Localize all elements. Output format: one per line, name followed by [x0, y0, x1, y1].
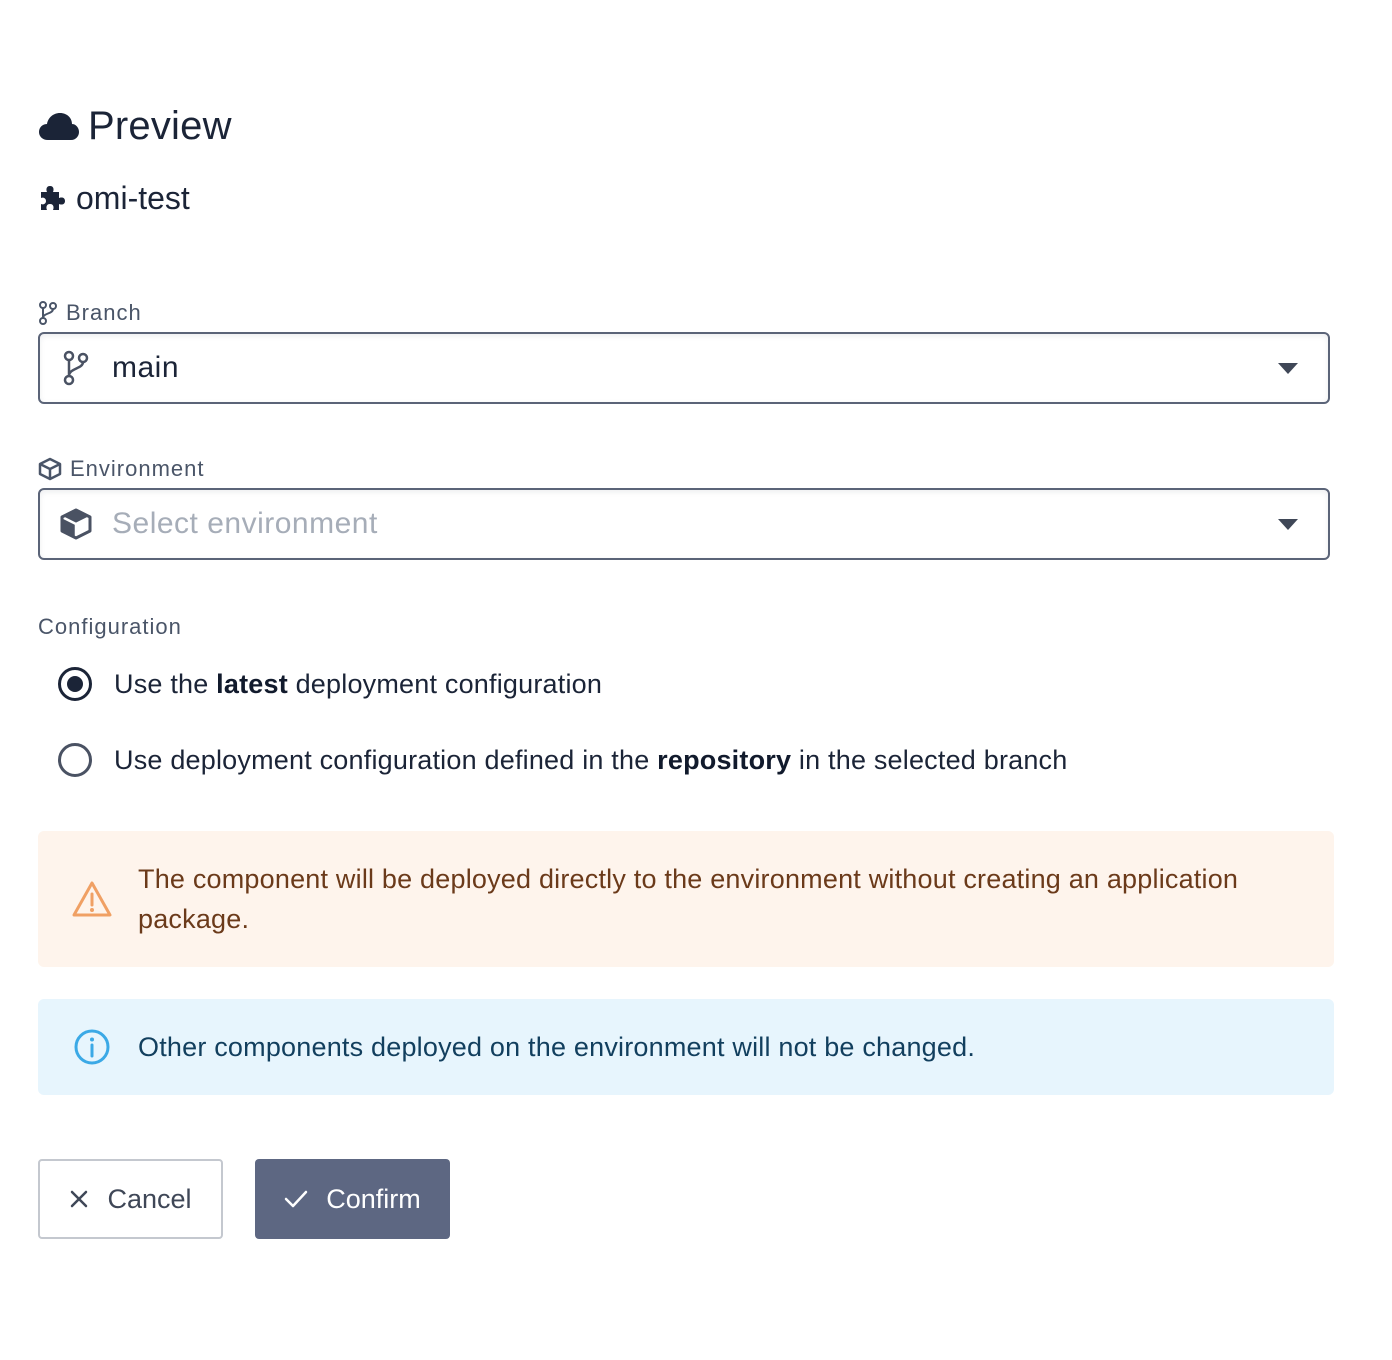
cloud-icon: [38, 111, 80, 141]
chevron-down-icon[interactable]: [1278, 363, 1298, 374]
configuration-label: Configuration: [38, 614, 182, 639]
environment-label-text: Environment: [70, 456, 205, 481]
check-icon: [284, 1189, 308, 1209]
branch-label: [38, 300, 142, 326]
chevron-down-icon[interactable]: [1278, 519, 1298, 530]
component-name: omi-test: [76, 179, 190, 216]
confirm-button[interactable]: [255, 1159, 450, 1239]
page-title: Preview: [88, 103, 232, 148]
cube-icon: [38, 457, 62, 481]
config-option-repository-label: Use deployment configuration defined in the repository in the selected branch: [114, 744, 1068, 775]
config-option-latest[interactable]: [58, 667, 602, 701]
component-name-row: [38, 176, 190, 220]
warning-alert: [38, 831, 1334, 967]
confirm-button-label: Confirm: [326, 1183, 421, 1214]
close-icon: [69, 1189, 89, 1209]
radio-repository[interactable]: [58, 743, 92, 777]
git-branch-icon: [56, 348, 96, 388]
warning-alert-text: The component will be deployed directly to the environment without creating an application package.: [138, 864, 1239, 934]
puzzle-icon: [38, 183, 70, 213]
page-title-row: [38, 100, 232, 152]
info-alert-text: Other components deployed on the environment will not be changed.: [138, 1032, 976, 1062]
branch-select-value: main: [112, 351, 180, 384]
cancel-button[interactable]: [38, 1159, 223, 1239]
environment-select[interactable]: [38, 488, 1330, 560]
cancel-button-label: Cancel: [107, 1183, 192, 1214]
environment-select-placeholder: Select environment: [112, 507, 378, 540]
git-branch-icon: [38, 300, 58, 326]
branch-label-text: Branch: [66, 300, 142, 325]
cube-icon: [56, 504, 96, 544]
config-option-repository[interactable]: [58, 743, 1067, 777]
branch-select[interactable]: [38, 332, 1330, 404]
config-option-latest-label: Use the latest deployment configuration: [114, 668, 603, 699]
info-alert: [38, 999, 1334, 1095]
warning-triangle-icon: [70, 877, 114, 921]
info-circle-icon: [70, 1025, 114, 1069]
radio-latest[interactable]: [58, 667, 92, 701]
environment-label: [38, 456, 205, 482]
